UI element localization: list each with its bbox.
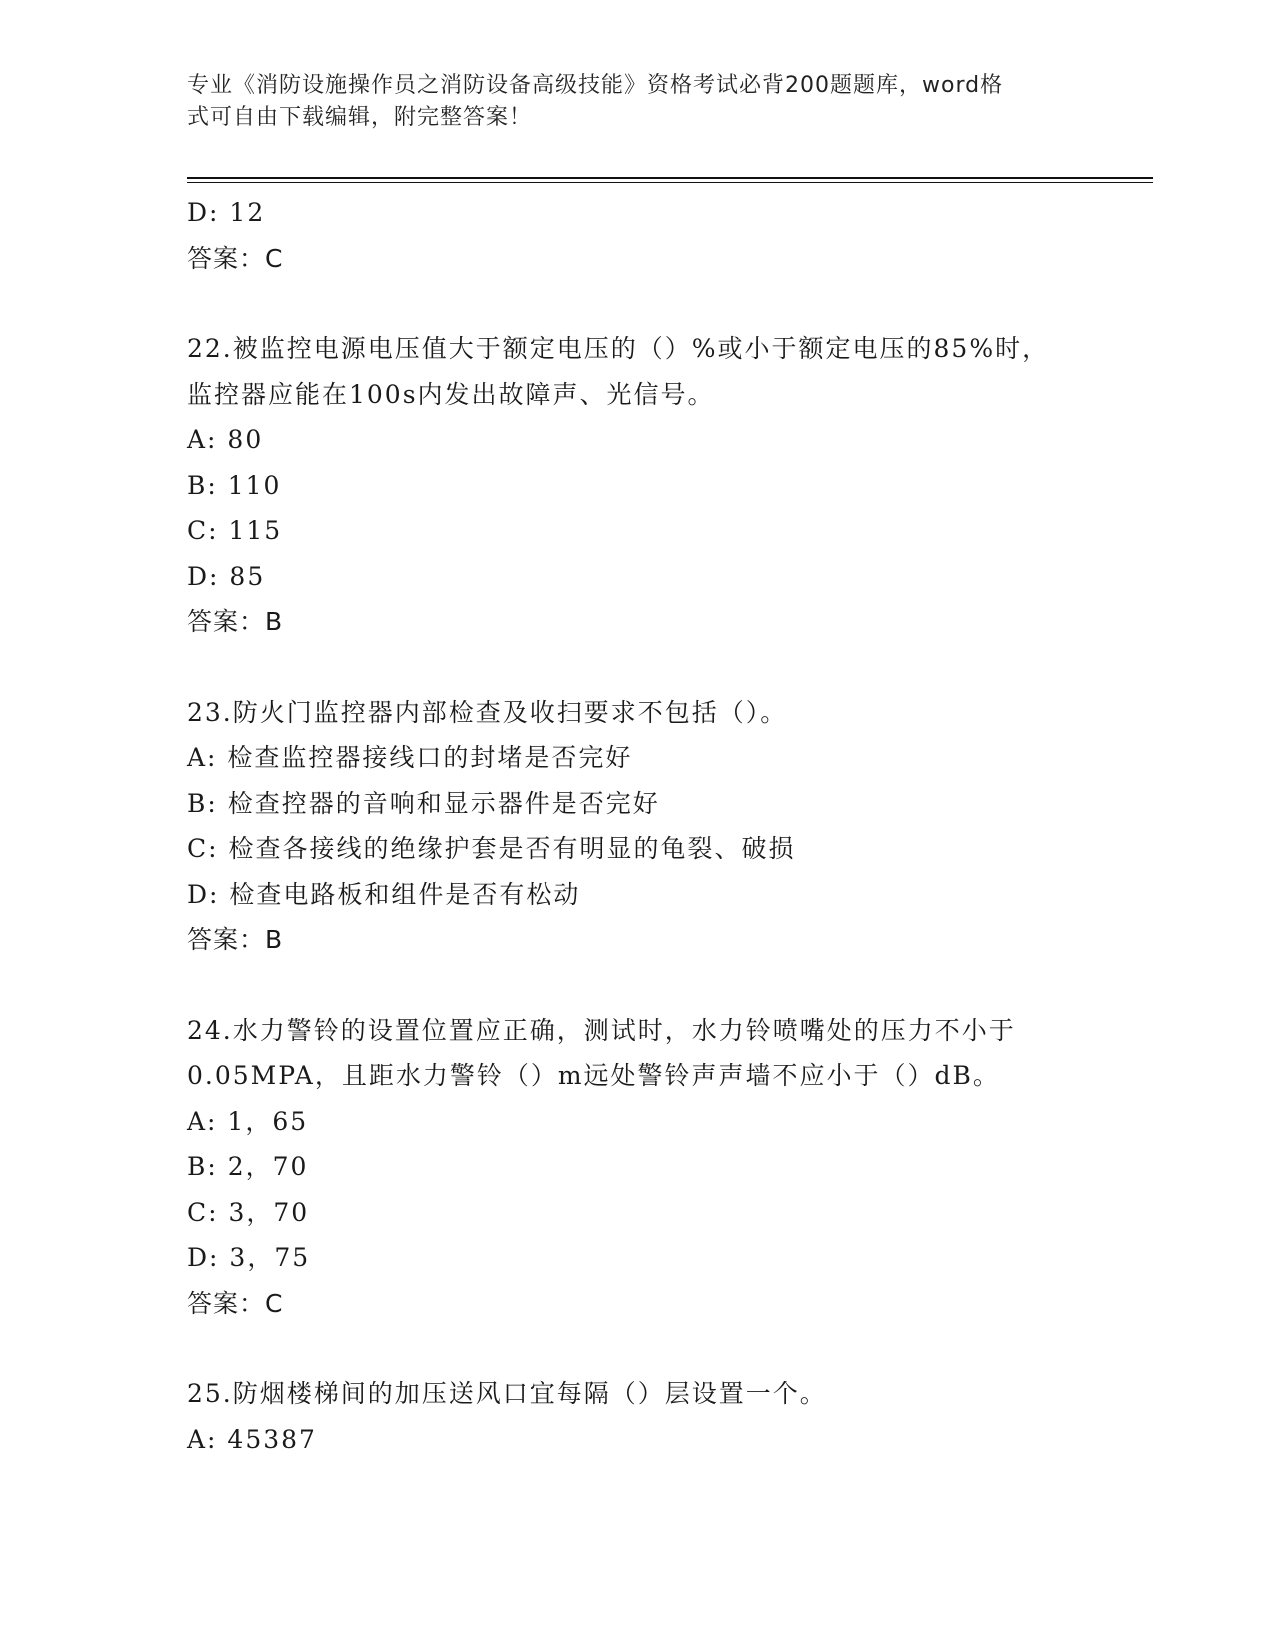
question-content — [187, 190, 1087, 1462]
option-c: C: 3，70 — [187, 1197, 310, 1227]
option-d: D: 3，75 — [187, 1243, 311, 1272]
option-a: A: 45387 — [187, 1424, 317, 1454]
option-b: B: 检查控器的音响和显示器件是否完好 — [187, 788, 660, 818]
option-a: A: 检查监控器接线口的封堵是否完好 — [187, 743, 633, 772]
option-a: A: 80 — [187, 425, 264, 454]
question-24 — [187, 1008, 1087, 1327]
document-header — [187, 70, 1067, 134]
option-d: D: 85 — [187, 561, 266, 591]
question-23 — [187, 690, 1087, 963]
answer-line: 答案：B — [187, 607, 284, 636]
spacer — [187, 645, 1087, 690]
option-a: A: 1，65 — [187, 1106, 309, 1136]
spacer — [187, 281, 1087, 326]
option-b: B: 2，70 — [187, 1152, 309, 1181]
option-b: B: 110 — [187, 470, 282, 500]
question-stem: 23.防火门监控器内部检查及收扫要求不包括（）。 — [187, 697, 788, 727]
spacer — [187, 1326, 1087, 1371]
question-stem: 24.水力警铃的设置位置应正确，测试时，水力铃喷嘴处的压力不小于 — [187, 1015, 1016, 1045]
question-stem-continued: 监控器应能在100s内发出故障声、光信号。 — [187, 379, 715, 409]
previous-question-tail — [187, 190, 1087, 281]
question-stem: 25.防烟楼梯间的加压送风口宜每隔（）层设置一个。 — [187, 1379, 827, 1408]
question-22 — [187, 326, 1087, 645]
answer-line: 答案：C — [187, 243, 284, 273]
spacer — [187, 963, 1087, 1008]
header-divider-thick — [187, 177, 1153, 179]
question-stem: 22.被监控电源电压值大于额定电压的（）%或小于额定电压的85%时， — [187, 334, 1050, 363]
option-d: D: 12 — [187, 198, 266, 227]
answer-line: 答案：B — [187, 925, 284, 954]
header-line-2: 式可自由下载编辑，附完整答案！ — [187, 105, 533, 130]
option-c: C: 115 — [187, 516, 283, 545]
question-stem-continued: 0.05MPA，且距水力警铃（）m远处警铃声声墙不应小于（）dB。 — [187, 1061, 1000, 1090]
option-d: D: 检查电路板和组件是否有松动 — [187, 879, 581, 909]
header-divider-thin — [187, 182, 1153, 183]
option-c: C: 检查各接线的绝缘护套是否有明显的龟裂、破损 — [187, 834, 796, 863]
header-line-1: 专业《消防设施操作员之消防设备高级技能》资格考试必背200题题库，word格 — [187, 73, 1004, 98]
answer-line: 答案：C — [187, 1288, 284, 1318]
question-25 — [187, 1371, 1087, 1462]
